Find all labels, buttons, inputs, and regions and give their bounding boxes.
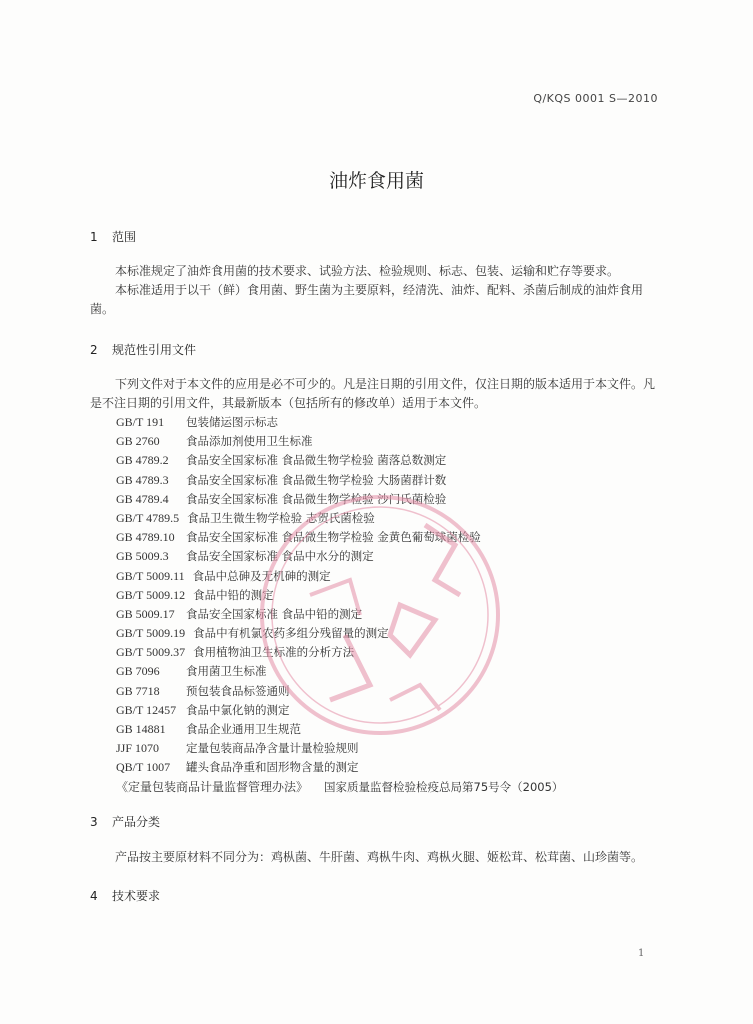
reference-code: GB 5009.17 xyxy=(116,606,175,621)
reference-code: GB/T 5009.37 xyxy=(116,645,186,660)
reference-item xyxy=(116,720,563,739)
reference-code: GB 7096 xyxy=(116,664,160,679)
reference-title: 罐头食品净重和固形物含量的测定 xyxy=(186,760,359,775)
section-3-number: 3 xyxy=(90,815,98,829)
reference-title: 定量包装商品净含量计量检验规则 xyxy=(186,741,359,756)
section-1-heading xyxy=(90,228,136,245)
standard-code: Q/KQS 0001 S—2010 xyxy=(533,92,658,105)
reference-code: GB 4789.10 xyxy=(116,530,175,545)
reference-code: GB/T 5009.12 xyxy=(116,587,186,602)
reference-title: 包装储运图示标志 xyxy=(186,415,278,429)
reference-code: QB/T 1007 xyxy=(116,760,171,775)
reference-title: 食品中氯化钠的测定 xyxy=(186,702,290,717)
section-2-intro: 下列文件对于本文件的应用是必不可少的。凡是注日期的引用文件，仅注日期的版本适用于本文件。凡是不注日期的引用文件，其最新版本（包括所有的修改单）适用于本文件。 xyxy=(90,377,656,410)
section-1-paragraph-1: 本标准规定了油炸食用菌的技术要求、试验方法、检验规则、标志、包装、运输和贮存等要求。 xyxy=(115,264,620,278)
section-1-paragraph-2: 本标准适用于以干（鲜）食用菌、野生菌为主要原料，经清洗、油炸、配料、杀菌后制成的油炸食用菌。 xyxy=(90,283,644,316)
reference-item xyxy=(116,528,563,547)
section-4-heading xyxy=(90,887,160,904)
reference-code: GB 4789.2 xyxy=(116,453,169,468)
section-1-title: 范围 xyxy=(112,230,137,244)
reference-title: 食品添加剂使用卫生标准 xyxy=(186,434,313,449)
reference-code: GB/T 4789.5 xyxy=(116,510,180,525)
reference-code: GB/T 5009.11 xyxy=(116,568,185,583)
reference-title: 食用植物油卫生标准的分析方法 xyxy=(193,645,355,660)
reference-item xyxy=(116,547,563,566)
reference-code: GB 4789.3 xyxy=(116,472,169,487)
reference-title: 预包装食品标签通则 xyxy=(186,683,290,698)
page-number: 1 xyxy=(638,948,645,959)
section-3-title: 产品分类 xyxy=(112,815,161,829)
reference-list xyxy=(116,413,563,797)
reference-code: GB 2760 xyxy=(116,434,160,449)
reference-code: GB 14881 xyxy=(116,722,166,736)
reference-item xyxy=(116,451,563,470)
reference-item xyxy=(116,471,563,490)
reference-item xyxy=(116,624,563,643)
reference-item xyxy=(116,701,563,720)
reference-item xyxy=(116,778,563,797)
section-2-title: 规范性引用文件 xyxy=(112,343,197,357)
reference-title: 食品企业通用卫生规范 xyxy=(186,722,301,736)
reference-item xyxy=(116,739,563,758)
reference-code: GB/T 191 xyxy=(116,415,165,429)
section-2-number: 2 xyxy=(90,343,98,357)
reference-title: 食品中有机氯农药多组分残留量的测定 xyxy=(193,626,389,641)
reference-title: 食品安全国家标准 食品微生物学检验 大肠菌群计数 xyxy=(186,472,447,487)
reference-item xyxy=(116,586,563,605)
reference-code: GB/T 12457 xyxy=(116,702,177,717)
section-1-number: 1 xyxy=(90,230,98,244)
section-4-title: 技术要求 xyxy=(112,889,161,903)
reference-title: 食品中总砷及无机砷的测定 xyxy=(192,568,331,583)
reference-item xyxy=(116,432,563,451)
reference-item xyxy=(116,758,563,777)
reference-item xyxy=(116,682,563,701)
section-3-paragraph: 产品按主要原材料不同分为：鸡枞菌、牛肝菌、鸡枞牛肉、鸡枞火腿、姬松茸、松茸菌、山珍菌等。 xyxy=(115,850,644,864)
reference-item xyxy=(116,413,563,432)
section-3-heading xyxy=(90,813,160,830)
reference-title: 食品安全国家标准 食品中水分的测定 xyxy=(186,549,374,564)
reference-code: GB 5009.3 xyxy=(116,549,169,564)
reference-title: 食用菌卫生标准 xyxy=(186,664,267,679)
reference-item xyxy=(116,509,563,528)
reference-item xyxy=(116,643,563,662)
reference-code: JJF 1070 xyxy=(116,741,160,756)
reference-title: 食品中铅的测定 xyxy=(193,587,274,602)
reference-title: 食品安全国家标准 食品微生物学检验 金黄色葡萄球菌检验 xyxy=(186,530,481,545)
reference-code: GB/T 5009.19 xyxy=(116,626,186,641)
reference-item xyxy=(116,605,563,624)
reference-item xyxy=(116,662,563,681)
section-4-number: 4 xyxy=(90,889,98,903)
reference-code: GB 4789.4 xyxy=(116,491,169,506)
section-2-heading xyxy=(90,341,196,358)
reference-item xyxy=(116,567,563,586)
reference-code: 《定量包装商品计量监督管理办法》 xyxy=(116,779,309,794)
document-title: 油炸食用菌 xyxy=(328,170,424,192)
reference-item xyxy=(116,490,563,509)
reference-title: 食品卫生微生物学检验 志贺氏菌检验 xyxy=(187,510,375,525)
reference-code: GB 7718 xyxy=(116,683,160,698)
reference-title: 食品安全国家标准 食品微生物学检验 菌落总数测定 xyxy=(186,453,447,468)
reference-title: 食品安全国家标准 食品微生物学检验 沙门氏菌检验 xyxy=(186,491,447,506)
reference-title: 国家质量监督检验检疫总局第75号令（2005） xyxy=(324,779,564,794)
reference-title: 食品安全国家标准 食品中铅的测定 xyxy=(186,606,363,621)
